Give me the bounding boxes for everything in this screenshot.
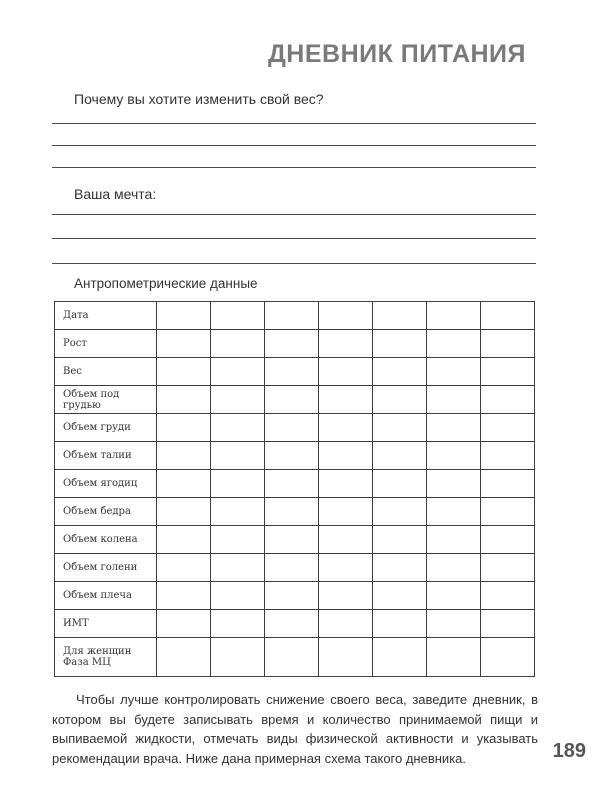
table-row bbox=[55, 414, 535, 442]
row-label: ИМТ bbox=[55, 610, 157, 638]
data-cell[interactable] bbox=[373, 610, 427, 638]
anthropometric-table bbox=[54, 301, 535, 677]
data-cell[interactable] bbox=[373, 302, 427, 330]
row-label: Объем голени bbox=[55, 554, 157, 582]
data-cell[interactable] bbox=[211, 470, 265, 498]
question-dream: Ваша мечта: bbox=[74, 186, 157, 202]
answer-line bbox=[52, 145, 536, 146]
data-cell[interactable] bbox=[157, 414, 211, 442]
table-row bbox=[55, 386, 535, 414]
answer-line bbox=[52, 123, 536, 124]
data-cell[interactable] bbox=[211, 638, 265, 677]
data-cell[interactable] bbox=[265, 554, 319, 582]
data-cell[interactable] bbox=[427, 526, 481, 554]
data-cell[interactable] bbox=[157, 470, 211, 498]
data-cell[interactable] bbox=[211, 498, 265, 526]
data-cell[interactable] bbox=[319, 498, 373, 526]
data-cell[interactable] bbox=[157, 302, 211, 330]
data-cell[interactable] bbox=[265, 470, 319, 498]
data-cell[interactable] bbox=[211, 526, 265, 554]
row-label: Вес bbox=[55, 358, 157, 386]
data-cell[interactable] bbox=[373, 582, 427, 610]
answer-line bbox=[52, 263, 536, 264]
data-cell[interactable] bbox=[373, 386, 427, 414]
data-cell[interactable] bbox=[211, 442, 265, 470]
row-label: Объем талии bbox=[55, 442, 157, 470]
data-cell[interactable] bbox=[427, 386, 481, 414]
data-cell[interactable] bbox=[427, 638, 481, 677]
data-cell[interactable] bbox=[319, 638, 373, 677]
data-cell[interactable] bbox=[427, 470, 481, 498]
data-cell[interactable] bbox=[481, 554, 535, 582]
data-cell[interactable] bbox=[481, 526, 535, 554]
data-cell[interactable] bbox=[211, 414, 265, 442]
data-cell[interactable] bbox=[157, 638, 211, 677]
data-cell[interactable] bbox=[265, 498, 319, 526]
data-cell[interactable] bbox=[481, 414, 535, 442]
data-cell[interactable] bbox=[157, 386, 211, 414]
table-row bbox=[55, 582, 535, 610]
data-cell[interactable] bbox=[319, 414, 373, 442]
data-cell[interactable] bbox=[373, 638, 427, 677]
row-label-line: Фаза МЦ bbox=[63, 657, 111, 668]
data-cell[interactable] bbox=[265, 638, 319, 677]
data-cell[interactable] bbox=[373, 330, 427, 358]
table-row bbox=[55, 610, 535, 638]
data-cell[interactable] bbox=[481, 358, 535, 386]
data-cell[interactable] bbox=[157, 610, 211, 638]
data-cell[interactable] bbox=[427, 610, 481, 638]
data-cell[interactable] bbox=[265, 358, 319, 386]
data-cell[interactable] bbox=[427, 302, 481, 330]
row-label: Дата bbox=[55, 302, 157, 330]
data-cell[interactable] bbox=[265, 330, 319, 358]
table-row bbox=[55, 330, 535, 358]
anthropometric-heading: Антропометрические данные bbox=[74, 276, 258, 291]
data-cell[interactable] bbox=[157, 442, 211, 470]
data-cell[interactable] bbox=[265, 386, 319, 414]
row-label: Объем колена bbox=[55, 526, 157, 554]
data-cell[interactable] bbox=[265, 442, 319, 470]
data-cell[interactable] bbox=[319, 526, 373, 554]
data-cell[interactable] bbox=[157, 358, 211, 386]
data-cell[interactable] bbox=[265, 582, 319, 610]
data-cell[interactable] bbox=[319, 330, 373, 358]
data-cell[interactable] bbox=[427, 554, 481, 582]
data-cell[interactable] bbox=[157, 554, 211, 582]
data-cell[interactable] bbox=[265, 610, 319, 638]
data-cell[interactable] bbox=[319, 582, 373, 610]
table-row bbox=[55, 358, 535, 386]
data-cell[interactable] bbox=[211, 302, 265, 330]
data-cell[interactable] bbox=[481, 442, 535, 470]
data-cell[interactable] bbox=[481, 582, 535, 610]
instruction-paragraph: Чтобы лучше контролировать снижение своего веса, заведите дневник, в котором вы будете записывать время и количество принимаемой пищи и выпиваемой жидкости, отмечать виды физической активности и указывать рекомендации врача. Ниже дана примерная схема такого дневника. bbox=[52, 692, 538, 766]
row-label-line: Для женщин bbox=[63, 646, 132, 657]
table-row bbox=[55, 302, 535, 330]
data-cell[interactable] bbox=[211, 554, 265, 582]
data-cell[interactable] bbox=[319, 442, 373, 470]
data-cell[interactable] bbox=[373, 498, 427, 526]
answer-line bbox=[52, 238, 536, 239]
data-cell[interactable] bbox=[319, 358, 373, 386]
data-cell[interactable] bbox=[427, 442, 481, 470]
table-row bbox=[55, 442, 535, 470]
row-label: Объем бедра bbox=[55, 498, 157, 526]
data-cell[interactable] bbox=[481, 386, 535, 414]
data-cell[interactable] bbox=[427, 358, 481, 386]
data-cell[interactable] bbox=[211, 610, 265, 638]
table-row bbox=[55, 498, 535, 526]
table-row bbox=[55, 638, 535, 677]
answer-line bbox=[52, 214, 536, 215]
data-cell[interactable] bbox=[157, 330, 211, 358]
data-cell[interactable] bbox=[481, 470, 535, 498]
data-cell[interactable] bbox=[481, 638, 535, 677]
data-cell[interactable] bbox=[481, 610, 535, 638]
data-cell[interactable] bbox=[373, 442, 427, 470]
data-cell[interactable] bbox=[157, 582, 211, 610]
data-cell[interactable] bbox=[427, 330, 481, 358]
data-cell[interactable] bbox=[319, 554, 373, 582]
data-cell[interactable] bbox=[373, 526, 427, 554]
data-cell[interactable] bbox=[265, 302, 319, 330]
table-row bbox=[55, 470, 535, 498]
row-label-phase bbox=[55, 638, 157, 677]
row-label: Рост bbox=[55, 330, 157, 358]
data-cell[interactable] bbox=[211, 582, 265, 610]
data-cell[interactable] bbox=[265, 414, 319, 442]
data-cell[interactable] bbox=[157, 526, 211, 554]
data-cell[interactable] bbox=[265, 526, 319, 554]
table-row bbox=[55, 526, 535, 554]
data-cell[interactable] bbox=[373, 470, 427, 498]
data-cell[interactable] bbox=[481, 498, 535, 526]
data-cell[interactable] bbox=[427, 582, 481, 610]
data-cell[interactable] bbox=[319, 470, 373, 498]
data-cell[interactable] bbox=[211, 386, 265, 414]
data-cell[interactable] bbox=[373, 554, 427, 582]
data-cell[interactable] bbox=[319, 610, 373, 638]
data-cell[interactable] bbox=[157, 498, 211, 526]
page-title: ДНЕВНИК ПИТАНИЯ bbox=[267, 40, 526, 68]
data-cell[interactable] bbox=[211, 330, 265, 358]
row-label: Объем ягодиц bbox=[55, 470, 157, 498]
data-cell[interactable] bbox=[373, 414, 427, 442]
answer-line bbox=[52, 167, 536, 168]
page-number: 189 bbox=[552, 740, 586, 762]
row-label: Объем плеча bbox=[55, 582, 157, 610]
row-label: Объем груди bbox=[55, 414, 157, 442]
data-cell[interactable] bbox=[481, 302, 535, 330]
row-label: Объем под грудью bbox=[55, 386, 157, 414]
data-cell[interactable] bbox=[427, 414, 481, 442]
question-reason: Почему вы хотите изменить свой вес? bbox=[74, 91, 324, 107]
data-cell[interactable] bbox=[481, 330, 535, 358]
data-cell[interactable] bbox=[319, 302, 373, 330]
data-cell[interactable] bbox=[211, 358, 265, 386]
table-row bbox=[55, 554, 535, 582]
data-cell[interactable] bbox=[373, 358, 427, 386]
data-cell[interactable] bbox=[427, 498, 481, 526]
data-cell[interactable] bbox=[319, 386, 373, 414]
